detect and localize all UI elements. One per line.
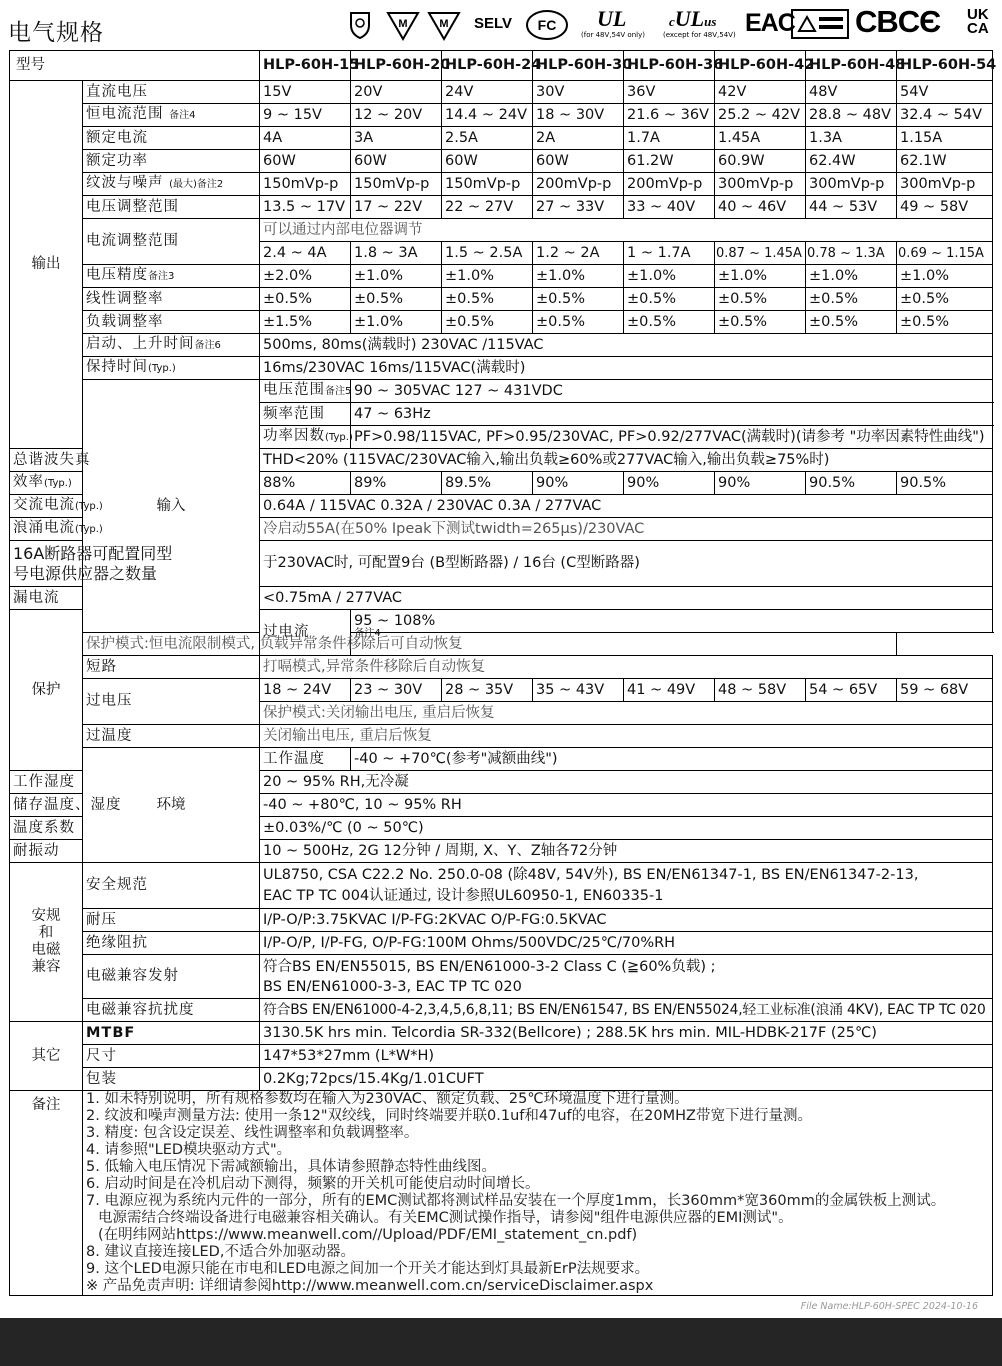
model-cell: HLP-60H-30 — [533, 51, 624, 81]
value-cell: 关闭输出电压, 重启后恢复 — [260, 725, 993, 748]
value-cell: 42V — [715, 81, 806, 104]
row-label: 电压调整范围 — [83, 196, 260, 219]
row-label: 总谐波失真 — [10, 449, 83, 472]
value-cell: 15V — [260, 81, 351, 104]
model-cell: HLP-60H-42 — [715, 51, 806, 81]
value-cell: ±0.5% — [715, 288, 806, 311]
value-cell: 20V — [351, 81, 442, 104]
note-line: 电源需结合终端设备进行电磁兼容相关确认。有关EMC测试操作指导，请参阅"组件电源供应器的EMI测试"。 — [98, 1210, 793, 1226]
svg-text:FC: FC — [537, 17, 557, 33]
value-cell: 27 ~ 33V — [533, 196, 624, 219]
note-line: (在明纬网站https://www.meanwell.com//Upload/PDF/EMI_statement_cn.pdf) — [98, 1227, 638, 1243]
value-cell: 17 ~ 22V — [351, 196, 442, 219]
value-cell: 20 ~ 95% RH,无冷凝 — [260, 771, 993, 794]
row-label: 过温度 — [83, 725, 260, 748]
row-label: 尺寸 — [83, 1045, 260, 1068]
value-cell: 44 ~ 53V — [806, 196, 897, 219]
dekra-icon — [791, 9, 849, 43]
shield-icon — [349, 11, 371, 43]
row-label: 恒电流范围 备注4 — [83, 104, 260, 127]
value-cell: 60W — [260, 150, 351, 173]
row-label: 短路 — [83, 656, 260, 679]
row-label: 纹波与噪声 (最大)备注2 — [83, 173, 260, 196]
spec-row — [10, 725, 993, 748]
row-label: 绝缘阻抗 — [83, 932, 260, 955]
model-cell: HLP-60H-24 — [442, 51, 533, 81]
spec-row — [10, 999, 993, 1022]
value-cell: 89% — [351, 472, 442, 495]
spec-row — [10, 265, 993, 288]
spec-row — [10, 81, 993, 104]
spec-row — [10, 633, 993, 656]
notes-cell — [83, 1091, 993, 1296]
ukca-icon: UK CA — [967, 6, 989, 37]
value-cell: ±1.0% — [442, 265, 533, 288]
value-cell: 1.2 ~ 2A — [533, 242, 624, 265]
value-cell: 300mVp-p — [806, 173, 897, 196]
value-cell: ±0.5% — [624, 288, 715, 311]
svg-text:M: M — [439, 18, 449, 30]
value-cell: 0.2Kg;72pcs/15.4Kg/1.01CUFT — [260, 1068, 993, 1091]
value-cell: 18 ~ 30V — [533, 104, 624, 127]
value-cell: 22 ~ 27V — [442, 196, 533, 219]
value-cell: 2.5A — [442, 127, 533, 150]
value-cell: 3130.5K hrs min. Telcordia SR-332(Bellcore) ; 288.5K hrs min. MIL-HDBK-217F (25℃) — [260, 1022, 993, 1045]
m-triangle-icon — [428, 12, 460, 44]
spec-row — [10, 1022, 993, 1045]
value-cell: ±0.5% — [351, 288, 442, 311]
value-cell: 95 ~ 108% — [351, 610, 993, 633]
value-cell: ±0.5% — [897, 311, 993, 334]
row-label: 电磁兼容发射 — [83, 955, 260, 999]
file-info: File Name:HLP-60H-SPEC 2024-10-16 — [800, 1301, 978, 1312]
spec-row — [10, 357, 993, 380]
value-cell: 88% — [260, 472, 351, 495]
spec-row — [10, 288, 993, 311]
note-line: 3. 精度: 包含设定误差、线性调整率和负载调整率。 — [86, 1125, 419, 1141]
row-label: 电压精度备注3 — [83, 265, 260, 288]
value-cell: ±0.5% — [533, 311, 624, 334]
spec-row — [10, 150, 993, 173]
page-title: 电气规格 — [8, 20, 104, 46]
row-label: 保持时间(Typ.) — [83, 357, 260, 380]
value-cell: 41 ~ 49V — [624, 679, 715, 702]
row-label: 电流调整范围 — [83, 219, 260, 265]
value-cell: 21.6 ~ 36V — [624, 104, 715, 127]
value-cell: 1 ~ 1.7A — [624, 242, 715, 265]
row-label: 过电流 备注4 — [260, 610, 351, 656]
eac-mark: EAC — [745, 9, 795, 37]
category-environment: 环境 — [83, 748, 260, 863]
row-label: 浪涌电流(Typ.) — [10, 518, 83, 541]
value-cell: ±1.0% — [806, 265, 897, 288]
value-cell: 90% — [715, 472, 806, 495]
value-cell: 300mVp-p — [897, 173, 993, 196]
value-cell: 0.69 ~ 1.15A — [897, 242, 993, 265]
value-cell: 49 ~ 58V — [897, 196, 993, 219]
value-cell: ±0.5% — [897, 288, 993, 311]
value-cell: 0.87 ~ 1.45A — [715, 242, 806, 265]
value-cell: 于230VAC时, 可配置9台 (B型断路器) / 16台 (C型断路器) — [260, 541, 993, 587]
row-label: 额定电流 — [83, 127, 260, 150]
value-cell: 9 ~ 15V — [260, 104, 351, 127]
certification-marks — [343, 4, 998, 44]
value-cell: 48 ~ 58V — [715, 679, 806, 702]
row-label: 工作湿度 — [10, 771, 83, 794]
value-cell: 90% — [624, 472, 715, 495]
value-cell: 28.8 ~ 48V — [806, 104, 897, 127]
value-cell: ±1.0% — [715, 265, 806, 288]
value-cell: 23 ~ 30V — [351, 679, 442, 702]
row-label: 工作温度 — [260, 748, 351, 771]
spec-row — [10, 380, 993, 403]
value-cell: ±0.5% — [533, 288, 624, 311]
value-cell: 90% — [533, 472, 624, 495]
value-cell: ±0.5% — [624, 311, 715, 334]
value-cell: 150mVp-p — [260, 173, 351, 196]
value-cell: -40 ~ +80℃, 10 ~ 95% RH — [260, 794, 993, 817]
value-cell: ±0.5% — [806, 288, 897, 311]
spec-table — [9, 50, 997, 1296]
spec-row — [10, 311, 993, 334]
value-cell: 60W — [533, 150, 624, 173]
row-label: 16A断路器可配置同型 号电源供应器之数量 — [10, 541, 83, 587]
value-cell: 90 ~ 305VAC 127 ~ 431VDC — [351, 380, 993, 403]
disclaimer-link[interactable]: ※ 产品免责声明: 详细请参阅http://www.meanwell.com.cn/serviceDisclaimer.aspx — [86, 1278, 654, 1294]
row-label: 启动、上升时间备注6 — [83, 334, 260, 357]
model-cell: HLP-60H-48 — [806, 51, 897, 81]
value-cell: <0.75mA / 277VAC — [260, 587, 993, 610]
value-cell: 16ms/230VAC 16ms/115VAC(满载时) — [260, 357, 993, 380]
value-cell: 54 ~ 65V — [806, 679, 897, 702]
row-label: 安全规范 — [83, 863, 260, 909]
notes-row — [10, 1091, 993, 1296]
spec-row — [10, 541, 993, 587]
value-cell: 60W — [442, 150, 533, 173]
note-line: 1. 如未特别说明，所有规格参数均在输入为230VAC、额定负载、25℃环境温度下进行量测。 — [86, 1091, 689, 1107]
fcc-icon — [525, 9, 569, 45]
value-cell: 62.4W — [806, 150, 897, 173]
row-label: 直流电压 — [83, 81, 260, 104]
row-label: 耐压 — [83, 909, 260, 932]
value-cell: 1.8 ~ 3A — [351, 242, 442, 265]
row-label: 包装 — [83, 1068, 260, 1091]
value-cell: ±1.0% — [351, 311, 442, 334]
value-cell: ±0.03%/℃ (0 ~ 50℃) — [260, 817, 993, 840]
note-line: 9. 这个LED电源只能在市电和LED电源之间加一个开关才能达到灯具最新ErP法规要求。 — [86, 1261, 650, 1277]
value-cell: 35 ~ 43V — [533, 679, 624, 702]
category-output: 输出 — [10, 81, 83, 449]
value-cell: 0.78 ~ 1.3A — [806, 242, 897, 265]
selv-mark: SELV — [474, 15, 513, 32]
spec-row — [10, 196, 993, 219]
spec-row — [10, 334, 993, 357]
value-cell: ±1.0% — [624, 265, 715, 288]
m-triangle-icon — [387, 12, 419, 44]
row-label: 储存温度、湿度 — [10, 794, 83, 817]
value-cell: 60W — [351, 150, 442, 173]
value-cell: 89.5% — [442, 472, 533, 495]
model-cell: HLP-60H-20 — [351, 51, 442, 81]
spec-row — [10, 173, 993, 196]
row-label: 额定功率 — [83, 150, 260, 173]
value-cell: 24V — [442, 81, 533, 104]
value-cell: 150mVp-p — [351, 173, 442, 196]
value-cell: 200mVp-p — [624, 173, 715, 196]
value-cell: 10 ~ 500Hz, 2G 12分钟 / 周期, X、Y、Z轴各72分钟 — [260, 840, 993, 863]
row-label: 过电压 — [83, 679, 260, 725]
spec-row — [10, 127, 993, 150]
value-cell: 0.64A / 115VAC 0.32A / 230VAC 0.3A / 277VAC — [260, 495, 993, 518]
category-protection: 保护 — [10, 610, 83, 771]
spec-row — [10, 679, 993, 702]
note-line: 7. 电源应视为系统内元件的一部分，所有的EMC测试都将测试样品安装在一个厚度1mm，长360mm*宽360mm的金属铁板上测试。 — [86, 1193, 946, 1209]
value-cell: ±1.0% — [351, 265, 442, 288]
value-cell: 打嗝模式,异常条件移除后自动恢复 — [260, 656, 993, 679]
spec-row — [10, 863, 993, 909]
model-cell: HLP-60H-54 — [897, 51, 993, 81]
spec-row — [10, 932, 993, 955]
value-cell: 可以通过内部电位器调节 — [260, 219, 993, 242]
row-label: 耐振动 — [10, 840, 83, 863]
row-label: 电磁兼容抗扰度 — [83, 999, 260, 1022]
spec-row — [10, 909, 993, 932]
note-line: 4. 请参照"LED模块驱动方式"。 — [86, 1142, 292, 1158]
spec-row — [10, 104, 993, 127]
svg-text:M: M — [398, 18, 408, 30]
value-cell: -40 ~ +70℃(参考"减额曲线") — [351, 748, 993, 771]
value-cell: ±2.0% — [260, 265, 351, 288]
value-cell: 33 ~ 40V — [624, 196, 715, 219]
value-cell: UL8750, CSA C22.2 No. 250.0-08 (除48V, 54V外), BS EN/EN61347-1, BS EN/EN61347-2-13, EAC TP TC 004认证通过, 设计参照UL60950-1, EN60335-1 — [260, 863, 993, 909]
model-header-row — [10, 51, 993, 81]
value-cell: 150mVp-p — [442, 173, 533, 196]
value-cell: 61.2W — [624, 150, 715, 173]
note-line: 6. 启动时间是在冷机启动下测得，频繁的开关机可能使启动时间增长。 — [86, 1176, 540, 1192]
row-label: 频率范围 — [260, 403, 351, 426]
value-cell: 90.5% — [806, 472, 897, 495]
spec-row — [10, 656, 993, 679]
value-cell: ±0.5% — [442, 288, 533, 311]
row-label: 负载调整率 — [83, 311, 260, 334]
model-label: 型号 — [10, 51, 260, 81]
spec-row — [10, 219, 993, 242]
spec-row — [10, 955, 993, 999]
value-cell: ±0.5% — [806, 311, 897, 334]
value-cell: 18 ~ 24V — [260, 679, 351, 702]
value-cell: 28 ~ 35V — [442, 679, 533, 702]
value-cell: 13.5 ~ 17V — [260, 196, 351, 219]
value-cell: 4A — [260, 127, 351, 150]
row-label: 效率(Typ.) — [10, 472, 83, 495]
value-cell: ±1.0% — [897, 265, 993, 288]
value-cell: 59 ~ 68V — [897, 679, 993, 702]
value-cell: ±0.5% — [715, 311, 806, 334]
row-label: 线性调整率 — [83, 288, 260, 311]
value-cell: I/P-O/P, I/P-FG, O/P-FG:100M Ohms/500VDC/25℃/70%RH — [260, 932, 993, 955]
row-label: 电压范围备注5 — [260, 380, 351, 403]
category-notes: 备注 — [10, 1091, 83, 1296]
value-cell: 1.45A — [715, 127, 806, 150]
value-cell: 30V — [533, 81, 624, 104]
value-cell: 47 ~ 63Hz — [351, 403, 993, 426]
value-cell: 48V — [806, 81, 897, 104]
model-cell: HLP-60H-15 — [260, 51, 351, 81]
value-cell: 40 ~ 46V — [715, 196, 806, 219]
value-cell: ±0.5% — [442, 311, 533, 334]
row-label: MTBF — [83, 1022, 260, 1045]
cul-note: (except for 48V,54V) — [663, 31, 736, 39]
value-cell: 1.15A — [897, 127, 993, 150]
value-cell: 36V — [624, 81, 715, 104]
value-cell: ±0.5% — [260, 288, 351, 311]
value-cell: 1.3A — [806, 127, 897, 150]
value-cell: 1.5 ~ 2.5A — [442, 242, 533, 265]
category-input: 输入 — [83, 380, 260, 633]
value-cell: 60.9W — [715, 150, 806, 173]
value-cell: 147*53*27mm (L*W*H) — [260, 1045, 993, 1068]
row-label: 温度系数 — [10, 817, 83, 840]
value-cell: 90.5% — [897, 472, 993, 495]
bottom-bar — [0, 1318, 1002, 1366]
value-cell: THD<20% (115VAC/230VAC输入,输出负载≥60%或277VAC输入,输出负载≥75%时) — [260, 449, 993, 472]
spec-sheet — [9, 50, 997, 1317]
category-others: 其它 — [10, 1022, 83, 1091]
value-cell: 保护模式:关闭输出电压, 重启后恢复 — [260, 702, 993, 725]
value-cell: 300mVp-p — [715, 173, 806, 196]
note-line: 2. 纹波和噪声测量方法: 使用一条12"双绞线，同时终端要并联0.1uf和47uf的电容，在20MHZ带宽下进行量测。 — [86, 1108, 812, 1124]
value-cell: 保护模式:恒电流限制模式, 负载异常条件移除后可自动恢复 — [83, 633, 897, 656]
spec-row — [10, 1068, 993, 1091]
note-line: 5. 低输入电压情况下需减额输出，具体请参照静态特性曲线图。 — [86, 1159, 496, 1175]
row-label: 交流电流(Typ.) — [10, 495, 83, 518]
value-cell: ±1.5% — [260, 311, 351, 334]
value-cell: 冷启动55A(在50% Ipeak下测试twidth=265µs)/230VAC — [260, 518, 993, 541]
value-cell: 62.1W — [897, 150, 993, 173]
value-cell: 2A — [533, 127, 624, 150]
row-label: 漏电流 — [10, 587, 83, 610]
category-safety-emc: 安规 和 电磁 兼容 — [10, 863, 83, 1022]
value-cell: PF>0.98/115VAC, PF>0.95/230VAC, PF>0.92/277VAC(满载时)(请参考 "功率因素特性曲线") — [351, 426, 993, 449]
value-cell: ±1.0% — [533, 265, 624, 288]
value-cell: 200mVp-p — [533, 173, 624, 196]
spec-row — [10, 1045, 993, 1068]
value-cell: 1.7A — [624, 127, 715, 150]
value-cell: 符合BS EN/EN61000-4-2,3,4,5,6,8,11; BS EN/EN61547, BS EN/EN55024,轻工业标准(浪涌 4KV), EAC TP TC 020 — [260, 999, 993, 1022]
cb-ce-mark: CBCЄ — [855, 4, 941, 39]
value-cell: 25.2 ~ 42V — [715, 104, 806, 127]
spec-row — [10, 748, 993, 771]
value-cell: 32.4 ~ 54V — [897, 104, 993, 127]
model-cell: HLP-60H-36 — [624, 51, 715, 81]
ul-recognized-icon: UL — [597, 6, 627, 31]
cul-icon: cULus — [669, 6, 717, 31]
value-cell: 500ms, 80ms(满载时) 230VAC /115VAC — [260, 334, 993, 357]
note-line: 8. 建议直接连接LED,不适合外加驱动器。 — [86, 1244, 355, 1260]
value-cell: 3A — [351, 127, 442, 150]
ul-note: (for 48V,54V only) — [581, 31, 645, 39]
value-cell: 14.4 ~ 24V — [442, 104, 533, 127]
value-cell: 2.4 ~ 4A — [260, 242, 351, 265]
value-cell: 符合BS EN/EN55015, BS EN/EN61000-3-2 Class C (≧60%负载) ; BS EN/EN61000-3-3, EAC TP TC 020 — [260, 955, 993, 999]
value-cell: I/P-O/P:3.75KVAC I/P-FG:2KVAC O/P-FG:0.5KVAC — [260, 909, 993, 932]
value-cell: 54V — [897, 81, 993, 104]
value-cell: 12 ~ 20V — [351, 104, 442, 127]
row-label: 功率因数(Typ.) — [260, 426, 351, 449]
